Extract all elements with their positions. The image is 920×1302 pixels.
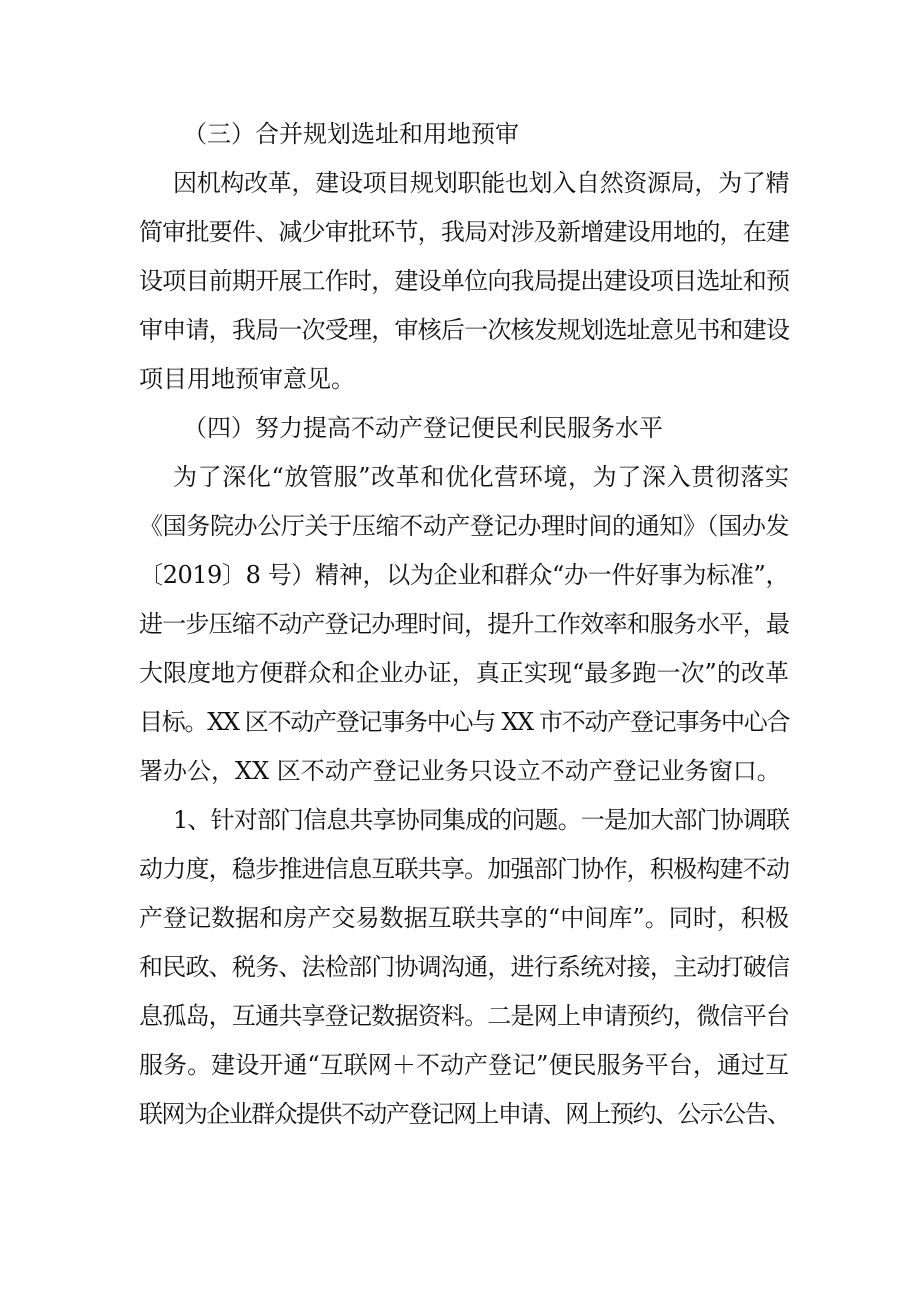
paragraph-line: 产登记数据和房产交易数据互联共享的“中间库”。同时，积极 <box>139 904 789 932</box>
section-3-heading: （三）合并规划选址和用地预审 <box>183 120 519 148</box>
paragraph-line: 《国务院办公厅关于压缩不动产登记办理时间的通知》（国办发 <box>139 512 789 540</box>
paragraph-line: 息孤岛，互通共享登记数据资料。二是网上申请预约，微信平台 <box>139 1002 789 1030</box>
paragraph-line: 大限度地方便群众和企业办证，真正实现“最多跑一次”的改革 <box>139 659 789 687</box>
section-4-heading: （四）努力提高不动产登记便民利民服务水平 <box>183 414 663 442</box>
paragraph-line: 项目用地预审意见。 <box>139 365 355 393</box>
paragraph-line: 署办公，XX 区不动产登记业务只设立不动产登记业务窗口。 <box>139 757 781 785</box>
paragraph-line: 动力度，稳步推进信息互联共享。加强部门协作，积极构建不动 <box>139 855 789 883</box>
paragraph-line: 简审批要件、减少审批环节，我局对涉及新增建设用地的，在建 <box>139 218 789 246</box>
paragraph-line: 审申请，我局一次受理，审核后一次核发规划选址意见书和建设 <box>139 316 789 344</box>
item-1-line: 1、针对部门信息共享协同集成的问题。一是加大部门协调联 <box>173 806 789 834</box>
paragraph-line: 服务。建设开通“互联网＋不动产登记”便民服务平台，通过互 <box>139 1051 789 1079</box>
paragraph-line: 进一步压缩不动产登记办理时间，提升工作效率和服务水平，最 <box>139 610 789 638</box>
paragraph-line: 〔2019〕8 号）精神，以为企业和群众“办一件好事为标准”， <box>139 561 789 589</box>
document-body <box>139 110 789 1139</box>
paragraph-line: 因机构改革，建设项目规划职能也划入自然资源局，为了精 <box>173 169 789 197</box>
paragraph-line: 设项目前期开展工作时，建设单位向我局提出建设项目选址和预 <box>139 267 789 295</box>
paragraph-line: 为了深化“放管服”改革和优化营环境，为了深入贯彻落实 <box>173 463 789 491</box>
paragraph-line: 和民政、税务、法检部门协调沟通，进行系统对接，主动打破信 <box>139 953 789 981</box>
paragraph-line: 目标。XX 区不动产登记事务中心与 XX 市不动产登记事务中心合 <box>139 708 789 736</box>
paragraph-line: 联网为企业群众提供不动产登记网上申请、网上预约、公示公告、 <box>139 1100 789 1128</box>
